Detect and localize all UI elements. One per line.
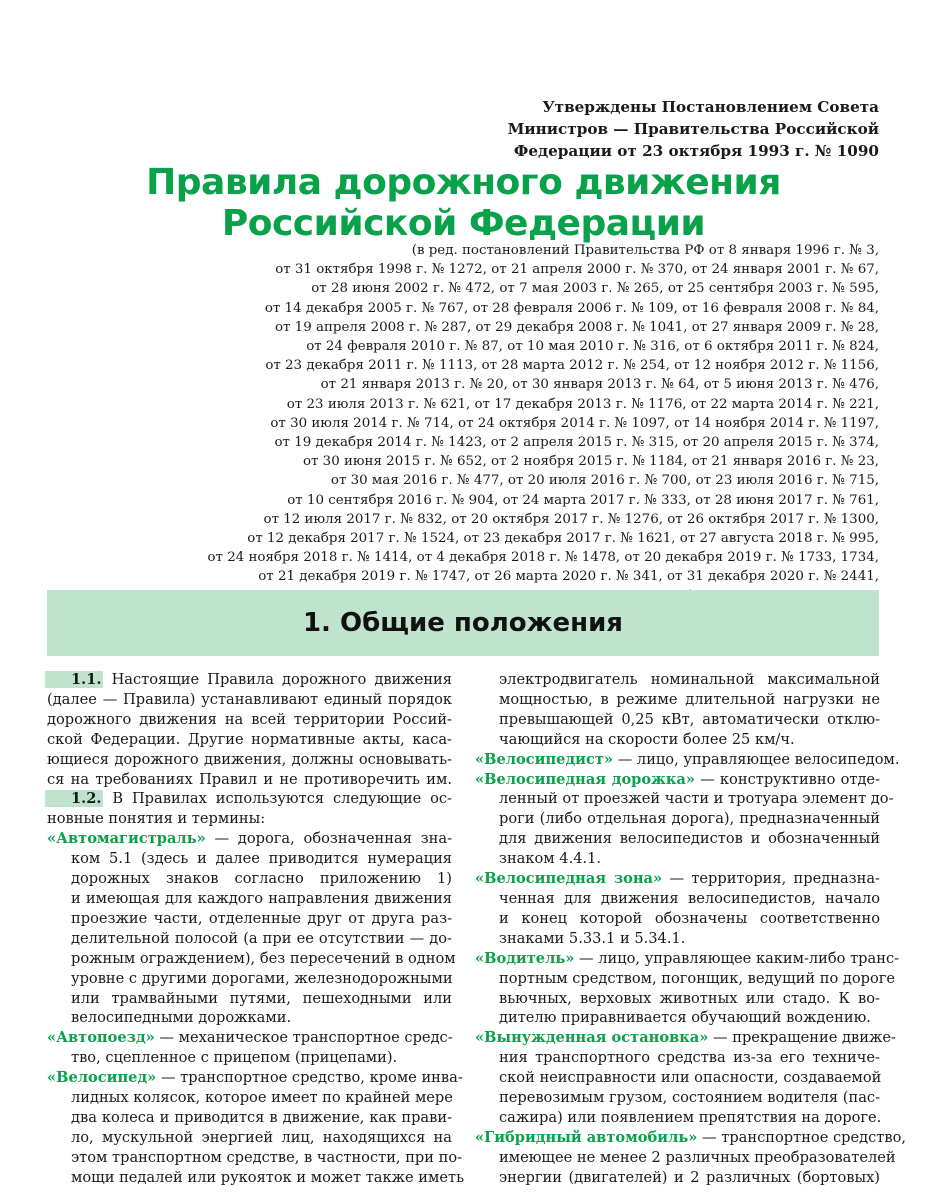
definition-line: дорожных знаков согласно приложению 1): [71, 870, 452, 888]
definition-line: знаками 5.33.1 и 5.34.1.: [499, 929, 686, 947]
document-title-line-2: Российской Федерации: [221, 203, 706, 244]
text-run: — прекращение движе-: [712, 1029, 896, 1047]
approval-line: Федерации от 23 октября 1993 г. № 1090: [513, 142, 879, 160]
paragraph-line: ской Федерации. Другие нормативные акты, каса-: [47, 730, 452, 748]
definition-line: [475, 1128, 907, 1148]
paragraph-line: дорожного движения на всей территории Россий-: [47, 710, 452, 728]
definition-line: этом транспортном средстве, в частности, при по-: [71, 1148, 463, 1166]
definition-line: [475, 869, 880, 889]
definition-line: [475, 770, 880, 790]
definition-line: проезжие части, отделенные друг от друга раз-: [71, 909, 452, 927]
section-title: 1. Общие положения: [302, 608, 624, 638]
amendment-line: от 30 июня 2015 г. № 652, от 2 ноября 2015 г. № 1184, от 21 января 2016 г. № 23,: [302, 454, 879, 470]
definition-line: [475, 949, 900, 969]
definition-line: для движения велосипедистов и обозначенный: [499, 830, 880, 848]
definition-line: и имеющая для каждого направления движения: [71, 889, 452, 907]
definition-line: чающийся на скорости более 25 км/ч.: [499, 730, 795, 748]
right-column: [475, 670, 907, 1188]
clause-number: 1.1.: [45, 671, 103, 688]
text-run: — транспортное средство,: [702, 1128, 907, 1146]
amendment-line: от 21 декабря 2019 г. № 1747, от 26 марта 2020 г. № 341, от 31 декабря 2020 г. № 2441,: [258, 569, 879, 585]
definition-line: тво, сцепленное с прицепом (прицепами).: [71, 1049, 398, 1067]
amendment-line: от 23 июля 2013 г. № 621, от 17 декабря 2013 г. № 1176, от 22 марта 2014 г. № 221,: [286, 396, 879, 412]
definition-line: портным средством, погонщик, ведущий по дороге: [499, 969, 896, 987]
amendment-line: от 19 декабря 2014 г. № 1423, от 2 апреля 2015 г. № 315, от 20 апреля 2015 г. № 374,: [274, 435, 879, 451]
term: «Вынужденная остановка»: [475, 1029, 709, 1047]
paragraph-line: [47, 670, 452, 690]
amendment-line: от 10 сентября 2016 г. № 904, от 24 марта 2017 г. № 333, от 28 июня 2017 г. № 761,: [287, 492, 879, 508]
definition-line: [475, 750, 900, 770]
amendment-line: от 30 мая 2016 г. № 477, от 20 июля 2016 г. № 700, от 23 июля 2016 г. № 715,: [330, 473, 879, 489]
amendment-line: от 14 декабря 2005 г. № 767, от 28 февраля 2006 г. № 109, от 16 февраля 2008 г. № 84,: [264, 300, 879, 316]
amendment-line: от 24 февраля 2010 г. № 87, от 10 мая 2010 г. № 316, от 6 октября 2011 г. № 824,: [306, 339, 879, 355]
term: «Автопоезд»: [47, 1029, 155, 1047]
amendment-line: от 21 января 2013 г. № 20, от 30 января 2013 г. № 64, от 5 июня 2013 г. № 476,: [320, 377, 879, 393]
definition-line: [47, 829, 452, 849]
definition-line: делительной полосой (а при ее отсутствии — до-: [71, 929, 452, 947]
definition-line: мощи педалей или рукояток и может также иметь: [71, 1168, 465, 1186]
section-header: [47, 590, 879, 656]
text-run: — дорога, обозначенная зна-: [214, 830, 453, 848]
approval-line: Утверждены Постановлением Совета: [542, 98, 879, 116]
definition-line: ния транспортного средства из-за его техниче-: [499, 1049, 880, 1067]
definition-line: [475, 1028, 896, 1048]
term: «Гибридный автомобиль»: [475, 1128, 698, 1146]
amendment-line: от 19 апреля 2008 г. № 287, от 29 декабря 2008 г. № 1041, от 27 января 2009 г. № 28,: [274, 319, 879, 335]
definition-line: ком 5.1 (здесь и далее приводится нумерация: [71, 850, 452, 868]
term: «Велосипедная зона»: [475, 870, 663, 888]
definition-line: энергии (двигателей) и 2 различных (бортовых): [499, 1168, 880, 1186]
definition-line: перевозимым грузом, состоянием водителя (пас-: [499, 1089, 880, 1107]
definition-line: электродвигатель номинальной максимальной: [499, 671, 880, 688]
paragraph-line: [47, 789, 452, 809]
paragraph-line: новные понятия и термины:: [47, 810, 266, 828]
definition-line: ленный от проезжей части и тротуара элемент до-: [499, 790, 894, 808]
term: «Велосипед»: [47, 1069, 157, 1087]
text-run: — транспортное средство, кроме инва-: [160, 1069, 463, 1087]
amendment-line: (в ред. постановлений Правительства РФ от 8 января 1996 г. № 3,: [411, 243, 879, 258]
definition-line: рожным ограждением), без пересечений в одном: [71, 949, 456, 967]
amendment-line: от 31 октября 1998 г. № 1272, от 21 апреля 2000 г. № 370, от 24 января 2001 г. № 67,: [275, 262, 879, 278]
definition-line: и конец которой обозначены соответственно: [499, 909, 880, 927]
document-title-line-1: Правила дорожного движения: [146, 162, 781, 203]
definition-line: дителю приравнивается обучающий вождению.: [499, 1009, 871, 1027]
term: «Автомагистраль»: [47, 830, 206, 848]
text-run: В Правилах используются следующие ос-: [112, 790, 452, 808]
definition-line: [47, 1068, 463, 1088]
definition-line: роги (либо отдельная дорога), предназначенный: [499, 810, 880, 828]
text-run: — лицо, управляющее каким-либо транс-: [579, 949, 900, 967]
text-run: — конструктивно отде-: [700, 770, 880, 788]
definition-line: велосипедными дорожками.: [71, 1009, 292, 1027]
amendment-line: от 12 декабря 2017 г. № 1524, от 23 декабря 2017 г. № 1621, от 27 августа 2018 г. № 995,: [247, 531, 879, 547]
definition-line: превышающей 0,25 кВт, автоматически отклю-: [499, 710, 880, 728]
text-run: — лицо, управляющее велосипедом.: [617, 750, 900, 768]
definition-line: ченная для движения велосипедистов, начало: [499, 889, 880, 907]
paragraph-line: (далее — Правила) устанавливают единый порядок: [47, 690, 452, 708]
left-column: [47, 670, 465, 1188]
amendment-line: от 24 ноября 2018 г. № 1414, от 4 декабря 2018 г. № 1478, от 20 декабря 2019 г. № 1733, 1734,: [207, 550, 879, 566]
definition-line: имеющее не менее 2 различных преобразователей: [499, 1148, 896, 1166]
amendment-line: от 28 июня 2002 г. № 472, от 7 мая 2003 г. № 265, от 25 сентября 2003 г. № 595,: [311, 281, 879, 297]
definition-line: ской неисправности или опасности, создаваемой: [499, 1069, 882, 1087]
definition-line: лидных колясок, которое имеет по крайней мере: [71, 1089, 453, 1107]
text-run: — территория, предназна-: [669, 870, 880, 888]
definition-line: сажира) или появлением препятствия на дороге.: [499, 1108, 882, 1126]
amendment-line: от 30 июля 2014 г. № 714, от 24 октября 2014 г. № 1097, от 14 ноября 2014 г. № 1197,: [270, 415, 879, 431]
amendment-line: от 23 декабря 2011 г. № 1113, от 28 марта 2012 г. № 254, от 12 ноября 2012 г. № 1156,: [265, 358, 879, 374]
text-run: — механическое транспортное средс-: [159, 1029, 453, 1047]
approval-note: [459, 96, 879, 162]
definition-line: ло, мускульной энергией лиц, находящихся на: [71, 1128, 452, 1146]
amendments-list: [159, 241, 879, 606]
term: «Велосипедист»: [475, 750, 614, 768]
paragraph-line: ющиеся дорожного движения, должны основывать-: [47, 750, 452, 768]
term: «Велосипедная дорожка»: [475, 770, 695, 788]
definition-line: мощностью, в режиме длительной нагрузки не: [499, 690, 880, 708]
paragraph-line: ся на требованиях Правил и не противоречить им.: [47, 770, 452, 788]
approval-line: Министров — Правительства Российской: [507, 120, 879, 138]
definition-line: два колеса и приводится в движение, как прави-: [71, 1108, 452, 1126]
definition-line: уровне с другими дорогами, железнодорожными: [71, 969, 453, 987]
clause-number: 1.2.: [45, 790, 103, 807]
definition-line: вьючных, верховых животных или стадо. К во-: [499, 989, 880, 1007]
definition-line: или трамвайными путями, пешеходными или: [71, 989, 452, 1007]
term: «Водитель»: [475, 949, 575, 967]
definition-line: знаком 4.4.1.: [499, 850, 602, 868]
amendment-line: от 12 июля 2017 г. № 832, от 20 октября 2017 г. № 1276, от 26 октября 2017 г. № 1300,: [263, 511, 879, 527]
text-run: Настоящие Правила дорожного движения: [111, 671, 452, 688]
definition-line: [47, 1028, 452, 1048]
